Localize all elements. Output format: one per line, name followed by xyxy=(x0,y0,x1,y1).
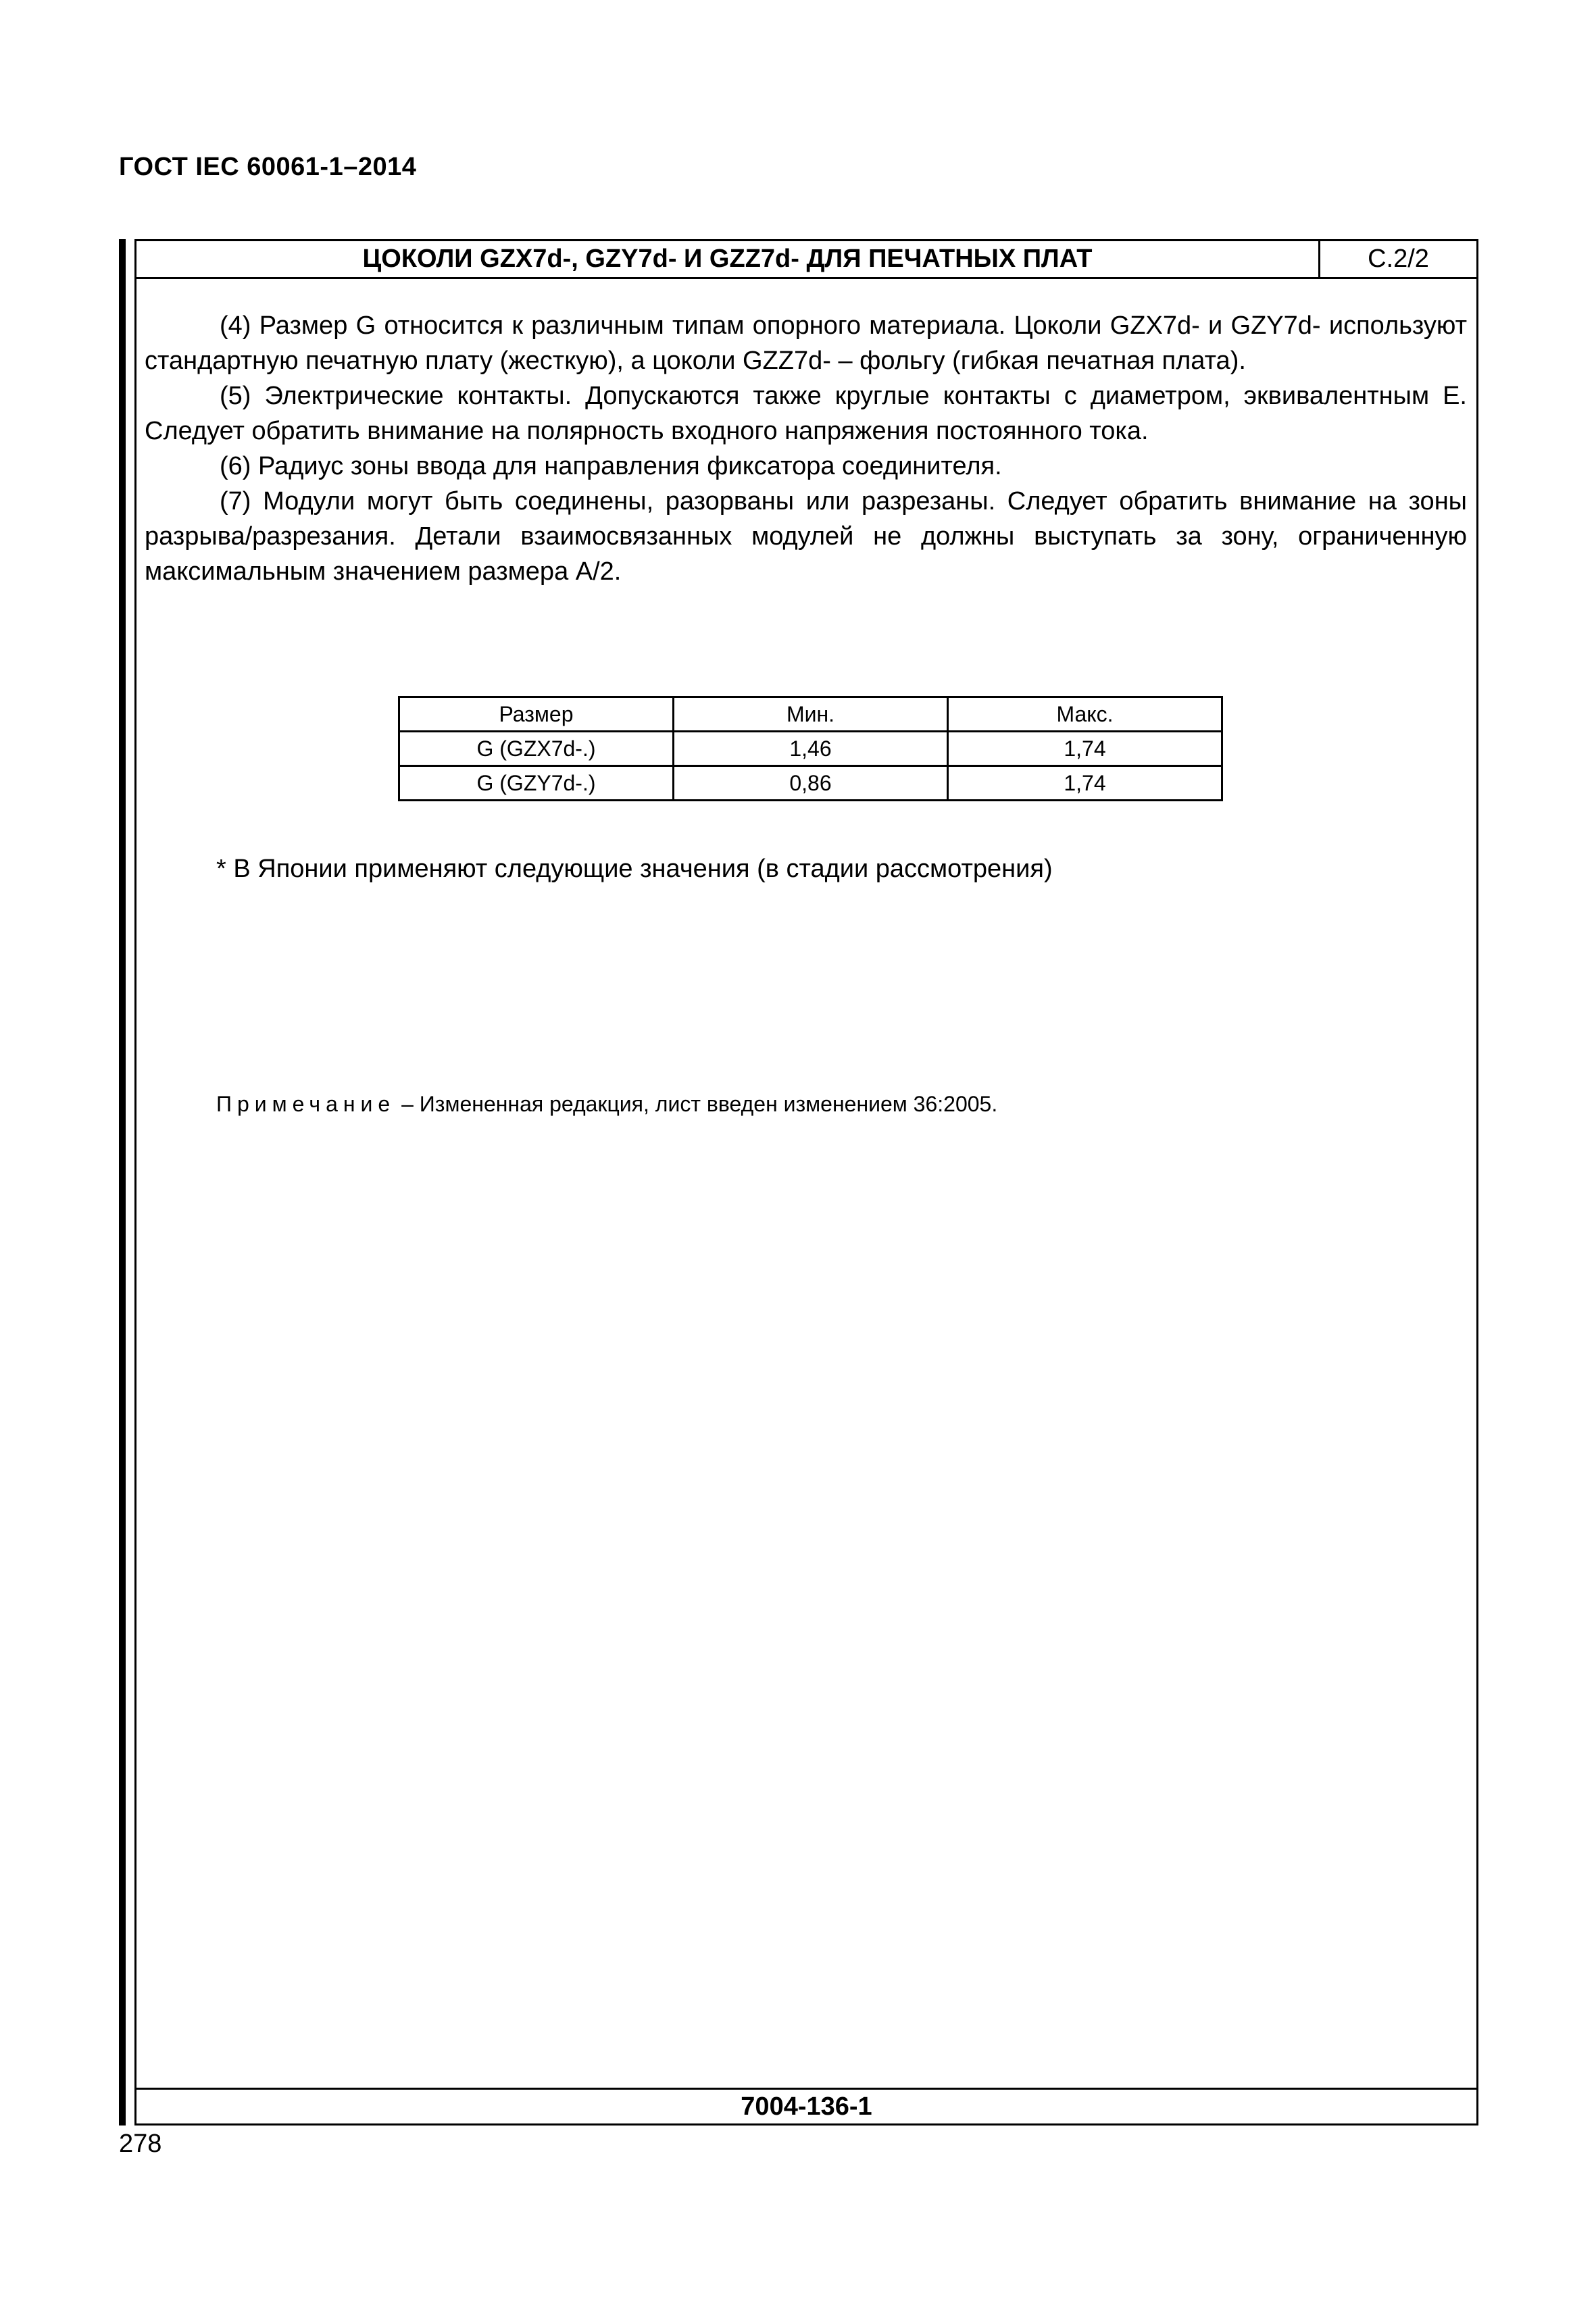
table-row xyxy=(399,766,1222,801)
sheet-number: С.2/2 xyxy=(1368,245,1429,273)
table-cell: 0,86 xyxy=(674,766,948,801)
values-table xyxy=(398,696,1223,801)
paragraph-6: (6) Радиус зоны ввода для направления фиксатора соединителя. xyxy=(220,452,1002,480)
sheet-code: 7004-136-1 xyxy=(136,2088,1476,2123)
title-row xyxy=(136,241,1476,279)
revision-note xyxy=(216,1089,997,1119)
paragraph-5: (5) Электрические контакты. Допускаются также круглые контакты с диаметром, эквивалентным Е. Следует обратить внимание на полярность входного напряжения постоянного тока. xyxy=(145,382,1467,445)
table-cell: 1,46 xyxy=(674,732,948,766)
table-cell: 1,74 xyxy=(948,766,1222,801)
header-cell-size: Размер xyxy=(399,697,674,732)
table-cell: G (GZY7d-.) xyxy=(399,766,674,801)
notes-body xyxy=(145,308,1467,589)
margin-bar xyxy=(119,239,126,2126)
japan-footnote: * В Японии применяют следующие значения (в стадии рассмотрения) xyxy=(216,855,1053,883)
note-text: – Измененная редакция, лист введен изменением 36:2005. xyxy=(395,1092,998,1116)
page-number: 278 xyxy=(119,2130,162,2158)
document-header: ГОСТ IEC 60061-1–2014 xyxy=(119,153,417,181)
table-cell: 1,74 xyxy=(948,732,1222,766)
table-row xyxy=(399,732,1222,766)
table-cell: G (GZX7d-.) xyxy=(399,732,674,766)
sheet-frame xyxy=(134,239,1478,2126)
note-label: Примечание xyxy=(216,1092,396,1116)
paragraph-7: (7) Модули могут быть соединены, разорваны или разрезаны. Следует обратить внимание на зоны разрыва/разрезания. Детали взаимосвязанных модулей не должны выступать за зону, ограниченную максимальным значением размера А/2. xyxy=(145,487,1467,586)
paragraph-4: (4) Размер G относится к различным типам опорного материала. Цоколи GZX7d- и GZY7d- используют стандартную печатную плату (жесткую), а цоколи GZZ7d- – фольгу (гибкая печатная плата). xyxy=(145,311,1467,375)
sheet-title: ЦОКОЛИ GZX7d-, GZY7d- И GZZ7d- ДЛЯ ПЕЧАТНЫХ ПЛАТ xyxy=(362,245,1093,273)
table-header-row xyxy=(399,697,1222,732)
header-cell-min: Мин. xyxy=(674,697,948,732)
header-cell-max: Макс. xyxy=(948,697,1222,732)
